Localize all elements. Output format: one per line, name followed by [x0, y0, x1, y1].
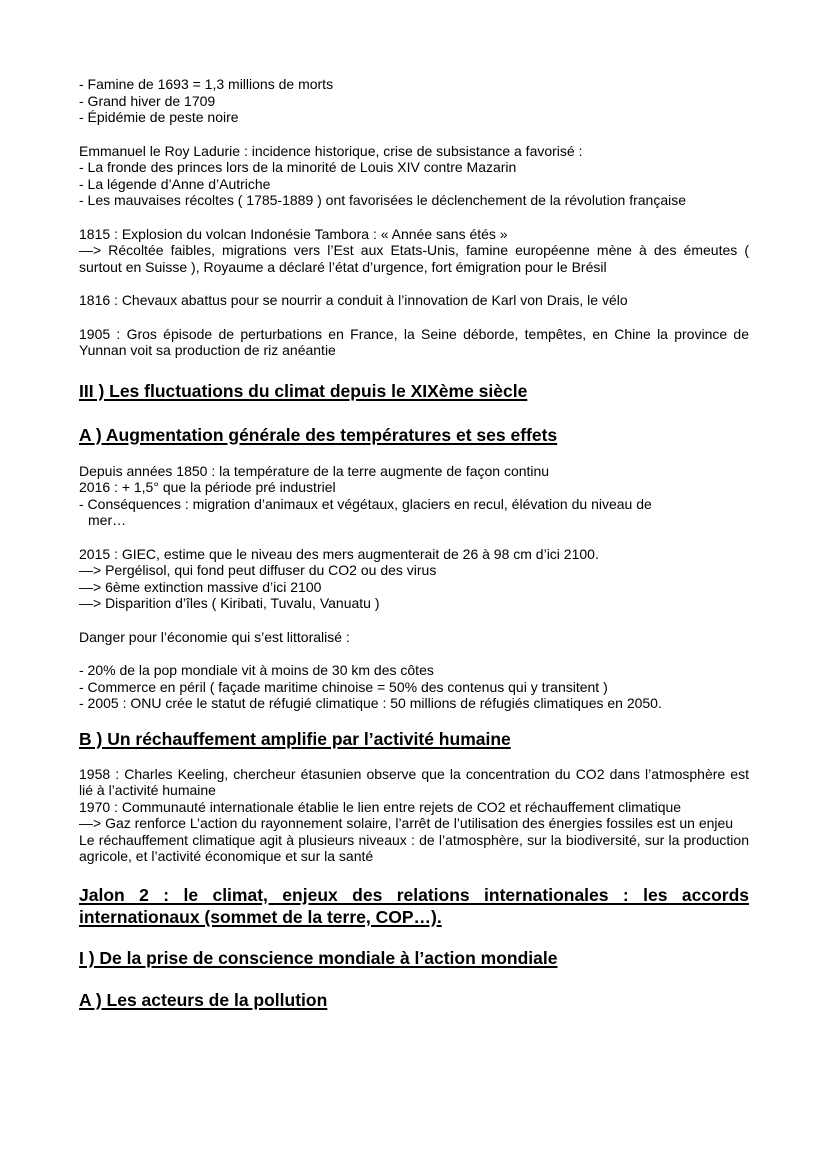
paragraph: 1970 : Communauté internationale établie le lien entre rejets de CO2 et réchauffement climatique [79, 798, 682, 815]
spacer [79, 401, 749, 425]
list-item: - La fronde des princes lors de la minorité de Louis XIV contre Mazarin [79, 159, 517, 175]
list-item: - Conséquences : migration d’animaux et végétaux, glaciers en recul, élévation du niveau de [79, 495, 652, 512]
spacer [79, 309, 749, 326]
spacer [79, 928, 749, 948]
section-heading: A ) Augmentation générale des températures et ses effets [79, 424, 558, 445]
list-item: - 20% de la pop mondiale vit à moins de 30 km des côtes [79, 662, 434, 678]
list-item: - 2005 : ONU crée le statut de réfugié climatique : 50 millions de réfugiés climatiques en 2050. [79, 695, 662, 711]
spacer [79, 645, 749, 662]
spacer [79, 749, 749, 766]
paragraph: 1958 : Charles Keeling, chercheur étasunien observe que la concentration du CO2 dans l’atmosphère est lié à l’activité humaine [79, 765, 749, 798]
spacer [79, 445, 749, 463]
paragraph: Emmanuel le Roy Ladurie : incidence historique, crise de subsistance a favorisé : [79, 142, 583, 159]
paragraph: 1816 : Chevaux abattus pour se nourrir a conduit à l’innovation de Karl von Drais, le vélo [79, 292, 628, 308]
list-item: - La légende d’Anne d’Autriche [79, 175, 271, 192]
list-item: —> 6ème extinction massive d’ici 2100 [79, 578, 322, 595]
paragraph: Danger pour l’économie qui s’est littoralisé : [79, 628, 350, 645]
spacer [79, 968, 749, 990]
document-body [79, 76, 749, 1010]
list-item-continuation: mer… [88, 512, 127, 528]
spacer [79, 126, 749, 143]
spacer [79, 529, 749, 546]
spacer [79, 359, 749, 381]
list-item: —> Pergélisol, qui fond peut diffuser du CO2 ou des virus [79, 562, 437, 578]
spacer [79, 712, 749, 729]
section-heading: A ) Les acteurs de la pollution [79, 989, 328, 1010]
paragraph: 1815 : Explosion du volcan Indonésie Tambora : « Année sans étés » [79, 225, 508, 242]
section-heading: B ) Un réchauffement amplifie par l’activité humaine [79, 728, 511, 749]
spacer [79, 209, 749, 226]
section-heading: III ) Les fluctuations du climat depuis le XIXème siècle [79, 380, 528, 401]
paragraph: 2015 : GIEC, estime que le niveau des mers augmenterait de 26 à 98 cm d’ici 2100. [79, 545, 599, 562]
paragraph: Depuis années 1850 : la température de la terre augmente de façon continu [79, 462, 550, 479]
list-item: - Famine de 1693 = 1,3 millions de morts [79, 76, 334, 92]
list-item: - Les mauvaises récoltes ( 1785-1889 ) ont favorisées le déclenchement de la révolution française [79, 192, 686, 208]
list-item: - Grand hiver de 1709 [79, 92, 216, 109]
paragraph: —> Gaz renforce L’action du rayonnement solaire, l’arrêt de l’utilisation des énergies fossiles est un enjeu [79, 815, 734, 831]
paragraph: Le réchauffement climatique agit à plusieurs niveaux : de l’atmosphère, sur la biodiversité, sur la production agricole, et l’activité économique et sur la santé [79, 831, 749, 864]
paragraph: —> Récoltée faibles, migrations vers l’Est aux Etats-Unis, famine européenne mène à des émeutes ( surtout en Suisse ), Royaume a déclaré l’état d’urgence, fort émigration pour le Brésil [79, 242, 749, 275]
list-item: —> Disparition d’îles ( Kiribati, Tuvalu, Vanuatu ) [79, 595, 380, 611]
paragraph: 2016 : + 1,5° que la période pré industriel [79, 479, 336, 495]
section-heading: Jalon 2 : le climat, enjeux des relations internationales : les accords internationaux (sommet de la terre, COP…). [79, 884, 749, 927]
list-item: - Commerce en péril ( façade maritime chinoise = 50% des contenus qui y transitent ) [79, 678, 608, 695]
list-item: - Épidémie de peste noire [79, 109, 239, 125]
spacer [79, 865, 749, 884]
spacer [79, 612, 749, 629]
paragraph: 1905 : Gros épisode de perturbations en France, la Seine déborde, tempêtes, en Chine la province de Yunnan voit sa production de riz anéantie [79, 325, 749, 358]
spacer [79, 275, 749, 292]
section-heading: I ) De la prise de conscience mondiale à l’action mondiale [79, 947, 558, 968]
